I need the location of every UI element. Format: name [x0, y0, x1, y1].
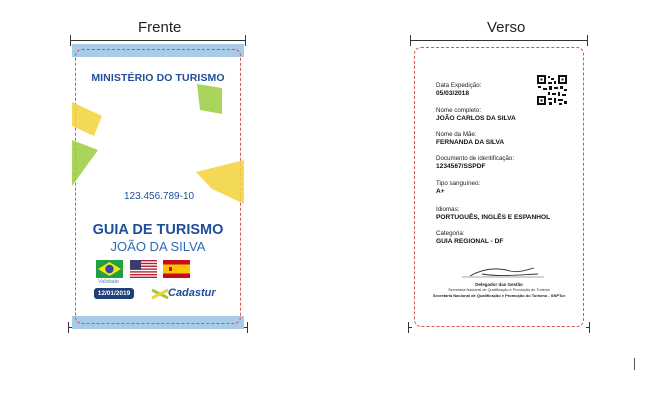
card-front: [72, 44, 244, 329]
spain-flag-icon: [163, 260, 190, 278]
cadastur-brand: Cadastur: [168, 287, 216, 299]
blood-type-label: Tipo sanguíneo:: [436, 180, 481, 187]
role-title: GUIA DE TURISMO: [92, 222, 224, 238]
id-document-label: Documento de identificação:: [436, 155, 515, 162]
front-width-marker: [70, 40, 246, 41]
mother-name-value: FERNANDA DA SILVA: [436, 139, 505, 146]
ministry-title: MINISTÉRIO DO TURISMO: [91, 72, 225, 84]
mother-name-label: Nome da Mãe:: [436, 131, 477, 138]
languages-label: Idiomas:: [436, 206, 460, 213]
id-document-value: 1234567/SSPDF: [436, 163, 486, 170]
blood-type-value: A+: [436, 188, 445, 195]
holder-name: JOÃO DA SILVA: [110, 239, 206, 254]
issue-date-value: 05/03/2018: [436, 90, 470, 97]
cadastur-logo-icon: [150, 287, 170, 301]
text-cursor: [634, 358, 635, 370]
validity-date: 12/01/2019: [94, 288, 134, 299]
front-label: Frente: [138, 19, 182, 36]
back-width-marker: [410, 40, 588, 41]
signatory-name: Delegador das Gestão: [475, 282, 523, 287]
card-back: [412, 44, 586, 329]
full-name-label: Nome completo:: [436, 107, 482, 114]
languages-value: PORTUGUÊS, INGLÊS E ESPANHOL: [436, 214, 551, 221]
issue-date-label: Data Expedição:: [436, 82, 482, 89]
signature-mark: [452, 265, 552, 279]
qr-code-icon: [536, 74, 568, 106]
brazil-flag-icon: [96, 260, 123, 278]
signatory-department: Secretaria Nacional de Qualificação e Promoção do Turismo: [448, 288, 550, 292]
signatory-secretariat: Secretaria Nacional de Qualificação e Promoção do Turismo - SNPTur: [432, 293, 566, 298]
full-name-value: JOÃO CARLOS DA SILVA: [436, 115, 516, 122]
usa-flag-icon: [130, 260, 157, 278]
validity-label: Validade: [98, 279, 119, 285]
category-label: Categoria:: [436, 230, 465, 237]
back-label: Verso: [487, 19, 526, 36]
category-value: GUIA REGIONAL - DF: [436, 238, 504, 245]
registration-number: 123.456.789-10: [124, 191, 195, 202]
